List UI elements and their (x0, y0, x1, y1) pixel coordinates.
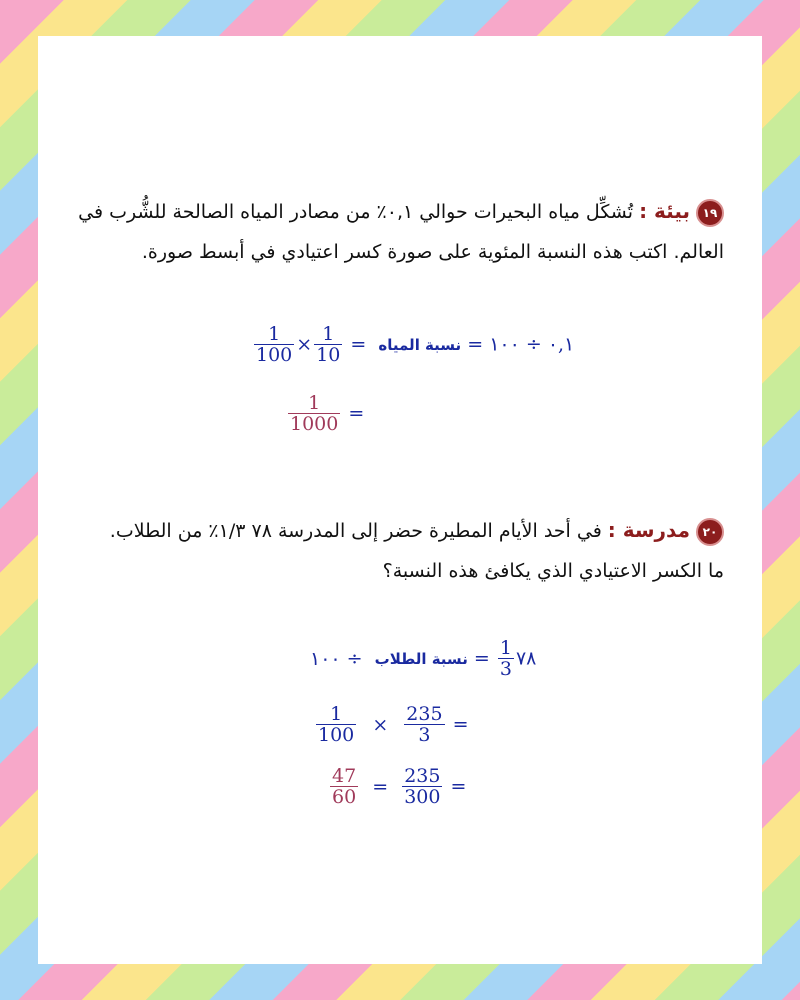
worksheet-page (38, 36, 762, 964)
equation-expression: = ٠,١ ÷ ١٠٠ = (350, 333, 575, 356)
problem-20 (64, 510, 724, 591)
fraction: $\frac{235}{300}$ (404, 765, 441, 808)
solution-20-equation-2 (314, 704, 469, 745)
equals-sign: = (348, 402, 365, 425)
division-expression: ÷ ١٠٠ (310, 647, 363, 670)
problem-19-line-1 (64, 191, 724, 232)
fraction: $\frac{1}{100}$ (256, 323, 293, 366)
solution-20-equation-1 (310, 638, 536, 679)
times-sign: × (372, 713, 389, 736)
solution-19-equation-2 (286, 393, 364, 434)
solution-19-equation-1 (252, 324, 574, 365)
fraction-answer: $\frac{47}{60}$ (332, 765, 357, 808)
fraction: $\frac{235}{3}$ (406, 703, 443, 746)
fraction-answer: $\frac{1}{1000}$ (290, 392, 339, 435)
problem-number-badge: ٢٠ (696, 518, 724, 546)
times-sign: × (296, 333, 313, 356)
problem-number-badge: ١٩ (696, 199, 724, 227)
problem-20-line-1 (64, 510, 724, 551)
solution-label: نسبة الطلاب (374, 649, 468, 668)
problem-20-line-2 (64, 551, 724, 591)
mixed-fraction: $\frac{1}{3}$ (499, 637, 512, 680)
equals-sign: = (452, 713, 469, 736)
problem-text: ما الكسر الاعتيادي الذي يكافئ هذه النسبة؟ (382, 560, 724, 582)
whole-number: ٧٨ (515, 647, 537, 670)
fraction: $\frac{1}{10}$ (316, 323, 341, 366)
equals-sign: = (450, 775, 467, 798)
fraction: $\frac{1}{100}$ (318, 703, 355, 746)
problem-19-line-2 (64, 232, 724, 272)
problem-topic-tag: مدرسة : (607, 518, 690, 542)
problem-topic-tag: بيئة : (639, 199, 690, 223)
problem-text: في أحد الأيام المطيرة حضر إلى المدرسة ٧٨ ١/٣٪ من الطلاب. (109, 520, 602, 542)
equals-sign: = (372, 775, 389, 798)
solution-20-equation-3 (328, 766, 466, 807)
problem-19 (64, 191, 724, 272)
solution-label: نسبة المياه (378, 335, 462, 354)
problem-text: العالم. اكتب هذه النسبة المئوية على صورة كسر اعتيادي في أبسط صورة. (141, 241, 724, 263)
equals-sign: = (473, 647, 490, 670)
problem-text: تُشكِّل مياه البحيرات حوالي ٠,١٪ من مصادر المياه الصالحة للشُّرب في (78, 201, 634, 223)
